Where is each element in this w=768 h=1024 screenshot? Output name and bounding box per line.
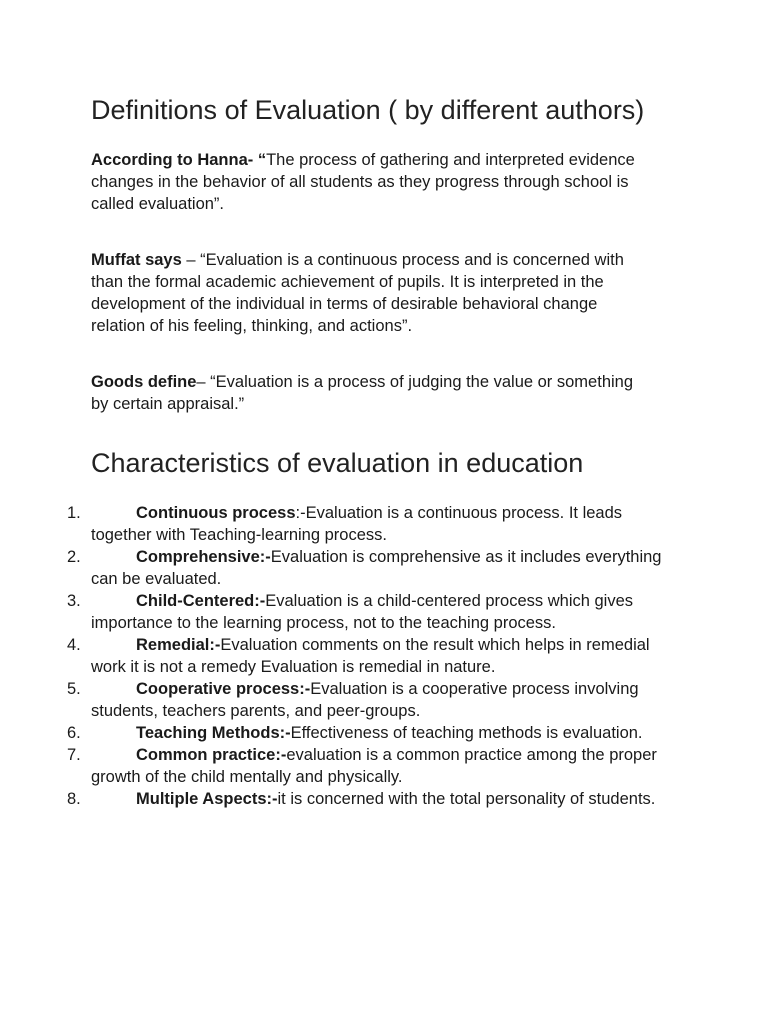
list-item — [67, 502, 687, 546]
list-item-body — [91, 502, 687, 546]
list-item-number: 5. — [67, 680, 81, 698]
list-item-body — [91, 546, 687, 590]
list-item-body — [91, 590, 687, 634]
list-item-title: Teaching Methods:- — [136, 724, 291, 742]
list-item — [67, 590, 687, 634]
list-item-title: Common practice:- — [136, 746, 287, 764]
definition-text: The process of gathering and interpreted evidence changes in the behavior of all students as they progress through school is called evaluation”. — [91, 151, 635, 213]
list-item — [67, 678, 687, 722]
list-item-number: 6. — [67, 724, 81, 742]
definition-goods — [91, 371, 651, 415]
list-item-body — [91, 634, 687, 678]
list-item-title: Remedial:- — [136, 636, 221, 654]
list-item-title: Comprehensive:- — [136, 548, 271, 566]
list-item-number: 7. — [67, 746, 81, 764]
list-item — [67, 634, 687, 678]
list-item-title: Continuous process — [136, 504, 296, 522]
list-item-title: Cooperative process:- — [136, 680, 311, 698]
list-item-title: Multiple Aspects:- — [136, 790, 278, 808]
characteristics-list — [67, 502, 687, 810]
list-item-text: Evaluation is a cooperative process involving students, teachers parents, and peer-groups. — [91, 680, 639, 720]
characteristics-heading: Characteristics of evaluation in education — [91, 448, 584, 478]
list-item-number: 1. — [67, 504, 81, 522]
list-item-number: 2. — [67, 548, 81, 566]
list-item — [67, 744, 687, 788]
definition-author: Muffat says — [91, 251, 182, 269]
definition-author: Goods define — [91, 373, 197, 391]
list-item-body — [91, 744, 687, 788]
list-item — [67, 788, 687, 810]
list-item-title: Child-Centered:- — [136, 592, 266, 610]
definition-muffat — [91, 249, 651, 337]
list-item-body — [91, 722, 687, 744]
list-item-body — [91, 788, 687, 810]
list-item-text: :-Evaluation is a continuous process. It leads together with Teaching-learning process. — [91, 504, 623, 544]
definition-text: – “Evaluation is a process of judging the value or something by certain appraisal.” — [91, 373, 634, 413]
list-item — [67, 722, 687, 744]
list-item-number: 8. — [67, 790, 81, 808]
list-item-text: Evaluation is comprehensive as it includes everything can be evaluated. — [91, 548, 662, 588]
definitions-section — [91, 149, 651, 415]
list-item-number: 3. — [67, 592, 81, 610]
list-item — [67, 546, 687, 590]
definitions-heading: Definitions of Evaluation ( by different authors) — [91, 95, 645, 125]
definition-author: According to Hanna- “ — [91, 151, 267, 169]
list-item-text: it is concerned with the total personality of students. — [277, 790, 656, 808]
list-item-text: evaluation is a common practice among the proper growth of the child mentally and physically. — [91, 746, 657, 786]
list-item-number: 4. — [67, 636, 81, 654]
list-item-text: Evaluation is a child-centered process which gives importance to the learning process, not to the teaching process. — [91, 592, 634, 632]
list-item-text: Evaluation comments on the result which helps in remedial work it is not a remedy Evaluation is remedial in nature. — [91, 636, 650, 676]
definition-text: – “Evaluation is a continuous process and is concerned with than the formal academic achievement of pupils. It is interpreted in the development of the individual in terms of desirable behavioral change relation of his feeling, thinking, and actions”. — [91, 251, 624, 335]
definition-hanna — [91, 149, 651, 215]
list-item-body — [91, 678, 687, 722]
list-item-text: Effectiveness of teaching methods is evaluation. — [290, 724, 643, 742]
